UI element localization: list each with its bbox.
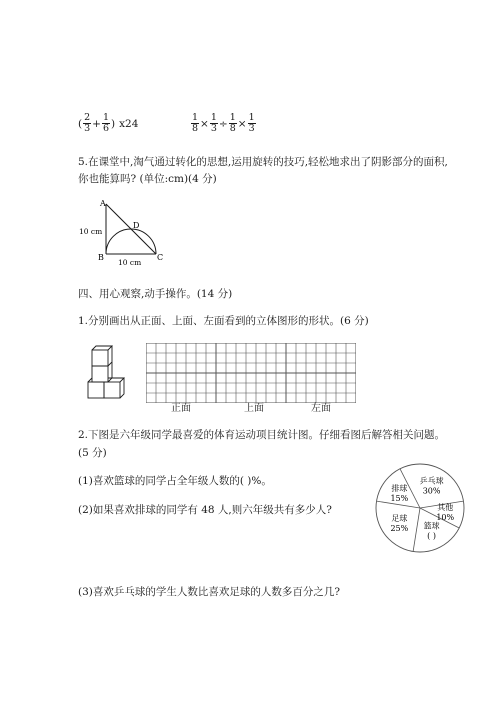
numerator: 1 [102, 112, 110, 123]
cube-middle-front [92, 366, 108, 382]
drawing-grid[interactable] [146, 343, 356, 403]
q2-sub2: (2)如果喜欢排球的同学有 48 人,则六年级共有多少人? [78, 504, 332, 516]
label-d: D [133, 221, 140, 230]
pie-label-value: 25% [390, 524, 409, 534]
denominator: 8 [229, 123, 236, 134]
times-sign: × [200, 117, 209, 130]
q2-sub3: (3)喜欢乒乓球的学生人数比喜欢足球的人数多百分之几? [78, 586, 341, 598]
denominator: 3 [248, 123, 255, 134]
numerator: 1 [192, 112, 199, 123]
label-b: B [98, 253, 104, 262]
fraction-1-6 [102, 113, 110, 134]
grid-label-left: 左面 [311, 403, 331, 414]
q5-geometry-figure [76, 196, 176, 268]
denominator: 6 [102, 123, 110, 134]
cube-bottom-left-top-edge [88, 378, 92, 382]
pie-label-category: 篮球 [423, 521, 440, 531]
cube-bottom-left-front [88, 382, 104, 398]
fraction-1-8 [229, 113, 237, 134]
q5-text-line2: 你也能算吗? (单位:cm)(4 分) [78, 173, 217, 185]
cube-top-top [92, 346, 112, 350]
times-sign: × [237, 117, 247, 130]
cube-bottom-right-front [104, 382, 120, 398]
q1-text: 1.分别画出从正面、上面、左面看到的立体图形的形状。(6 分) [78, 315, 369, 327]
q5-text-line1: 5.在课堂中,淘气通过转化的思想,运用旋转的技巧,轻松地求出了阴影部分的面积, [78, 156, 448, 168]
pie-label-category: 其他 [437, 502, 454, 512]
section-4-title: 四、用心观察,动手操作。(14 分) [78, 288, 233, 300]
denominator: 3 [84, 123, 91, 134]
grid-label-front: 正面 [171, 403, 191, 414]
pie-label-value: ( ) [427, 531, 436, 541]
fraction-1-3 [248, 113, 256, 134]
fraction-2-3 [83, 113, 91, 134]
numerator: 1 [229, 112, 236, 123]
cube-top-front [92, 350, 108, 366]
right-paren: ) [111, 117, 116, 130]
pie-chart [370, 458, 470, 558]
semicircle-arc [106, 229, 156, 254]
expression-2 [190, 113, 257, 134]
numerator: 1 [248, 112, 255, 123]
label-a: A [100, 199, 106, 208]
plus-sign: + [92, 117, 101, 130]
expression-1 [78, 113, 138, 134]
q2-text-line1: 2.下图是六年级同学最喜爱的体育运动项目统计图。仔细看图后解答相关问题。 [78, 429, 446, 441]
pie-label-value: 10% [436, 512, 455, 522]
numerator: 1 [210, 112, 217, 123]
left-paren: ( [78, 117, 83, 130]
pie-label-category: 乒乓球 [419, 476, 444, 486]
grid-label-top: 上面 [244, 403, 264, 414]
pie-label-value: 30% [422, 486, 441, 496]
q2-text-line2: (5 分) [78, 447, 107, 459]
q2-sub1: (1)喜欢篮球的同学占全年级人数的( )%。 [78, 475, 272, 487]
pie-label-category: 足球 [391, 514, 408, 524]
fraction-1-8 [191, 113, 199, 134]
fraction-1-3 [210, 113, 218, 134]
pie-label-value: 15% [390, 493, 409, 503]
label-c: C [157, 253, 164, 262]
pie-label-category: 排球 [391, 483, 408, 493]
times-24: x24 [119, 117, 139, 130]
numerator: 2 [84, 112, 91, 123]
divide-sign: ÷ [218, 117, 228, 130]
denominator: 3 [210, 123, 217, 134]
label-side-bottom: 10 cm [118, 258, 142, 267]
cube-stack-figure [86, 344, 142, 402]
denominator: 8 [192, 123, 199, 134]
label-side-left: 10 cm [79, 227, 103, 236]
